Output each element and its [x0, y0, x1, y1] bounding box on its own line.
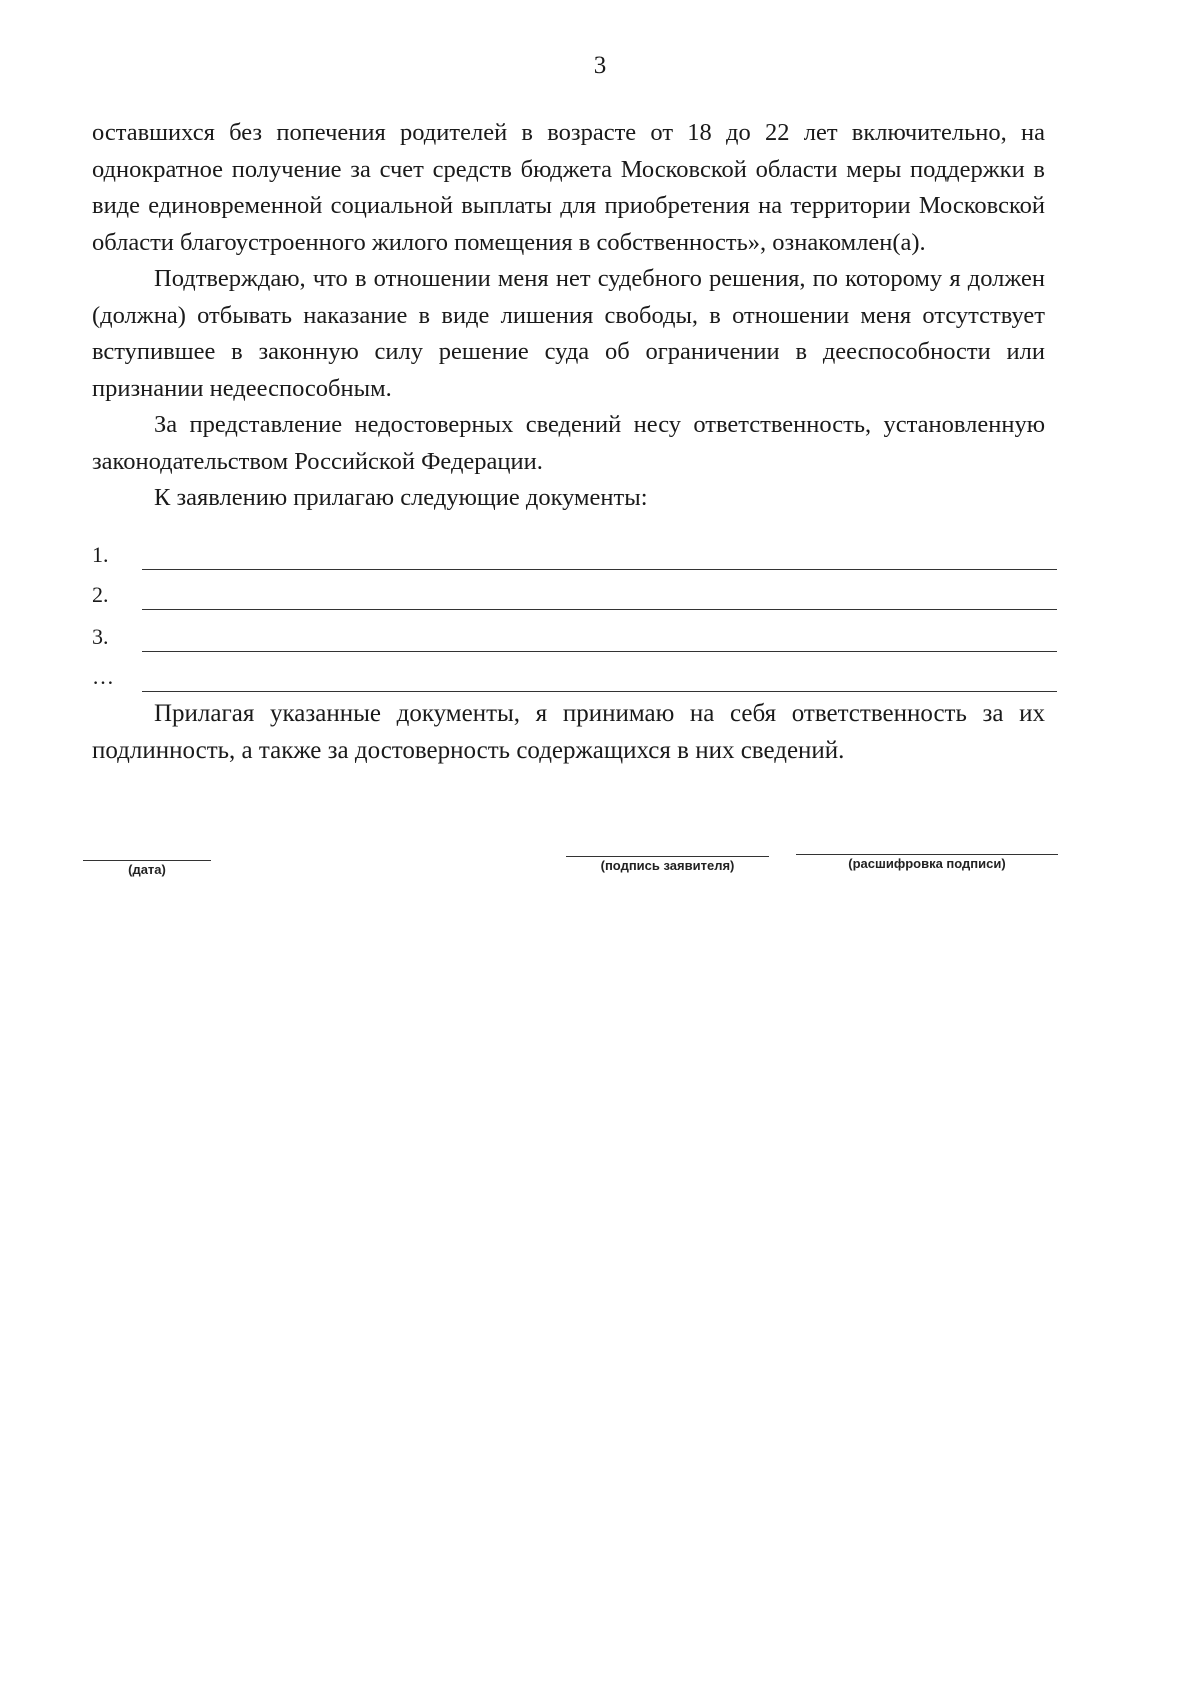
- attachment-item: [92, 620, 1057, 654]
- attachment-item: [92, 578, 1057, 612]
- attachment-field[interactable]: [142, 609, 1057, 610]
- closing-text: [92, 696, 1045, 769]
- attachment-field[interactable]: [142, 569, 1057, 570]
- paragraph-closing: Прилагая указанные документы, я принимаю на себя ответственность за их подлинность, а также за достоверность содержащихся в них сведений.: [92, 700, 1045, 764]
- paragraph-continuation: оставшихся без попечения родителей в возрасте от 18 до 22 лет включительно, на однократное получение за счет средств бюджета Московской области меры поддержки в виде единовременной социальной выплаты для приобретения на территории Московской области благоустроенного жилого помещения в собственность», ознакомлен(а).: [92, 119, 1045, 256]
- attachment-number: …: [92, 664, 114, 689]
- paragraph-attachments-intro: К заявлению прилагаю следующие документы:: [154, 484, 648, 511]
- attachment-number: 3.: [92, 624, 109, 649]
- attachment-field[interactable]: [142, 651, 1057, 652]
- signature-line[interactable]: [566, 856, 769, 857]
- decoding-block: [796, 854, 1058, 871]
- date-caption: (дата): [128, 862, 166, 877]
- page-number: 3: [593, 52, 607, 79]
- date-block: [83, 860, 211, 877]
- attachment-number: 2.: [92, 582, 109, 607]
- date-line[interactable]: [83, 860, 211, 861]
- paragraph-confirmation: Подтверждаю, что в отношении меня нет судебного решения, по которому я должен (должна) отбывать наказание в виде лишения свободы, в отношении меня отсутствует вступившее в законную силу решение суда об ограничении в дееспособности или признании недееспособным.: [92, 265, 1045, 402]
- attachment-item: [92, 538, 1057, 572]
- signature-caption: (подпись заявителя): [600, 858, 735, 873]
- signature-block: [566, 856, 769, 873]
- body-text: [92, 115, 1045, 517]
- attachment-number: 1.: [92, 542, 109, 567]
- attachment-field[interactable]: [142, 691, 1057, 692]
- decoding-caption: (расшифровка подписи): [848, 856, 1006, 871]
- attachment-item: [92, 660, 1057, 694]
- paragraph-responsibility: За представление недостоверных сведений несу ответственность, установленную законодательством Российской Федерации.: [92, 411, 1045, 475]
- decoding-line[interactable]: [796, 854, 1058, 855]
